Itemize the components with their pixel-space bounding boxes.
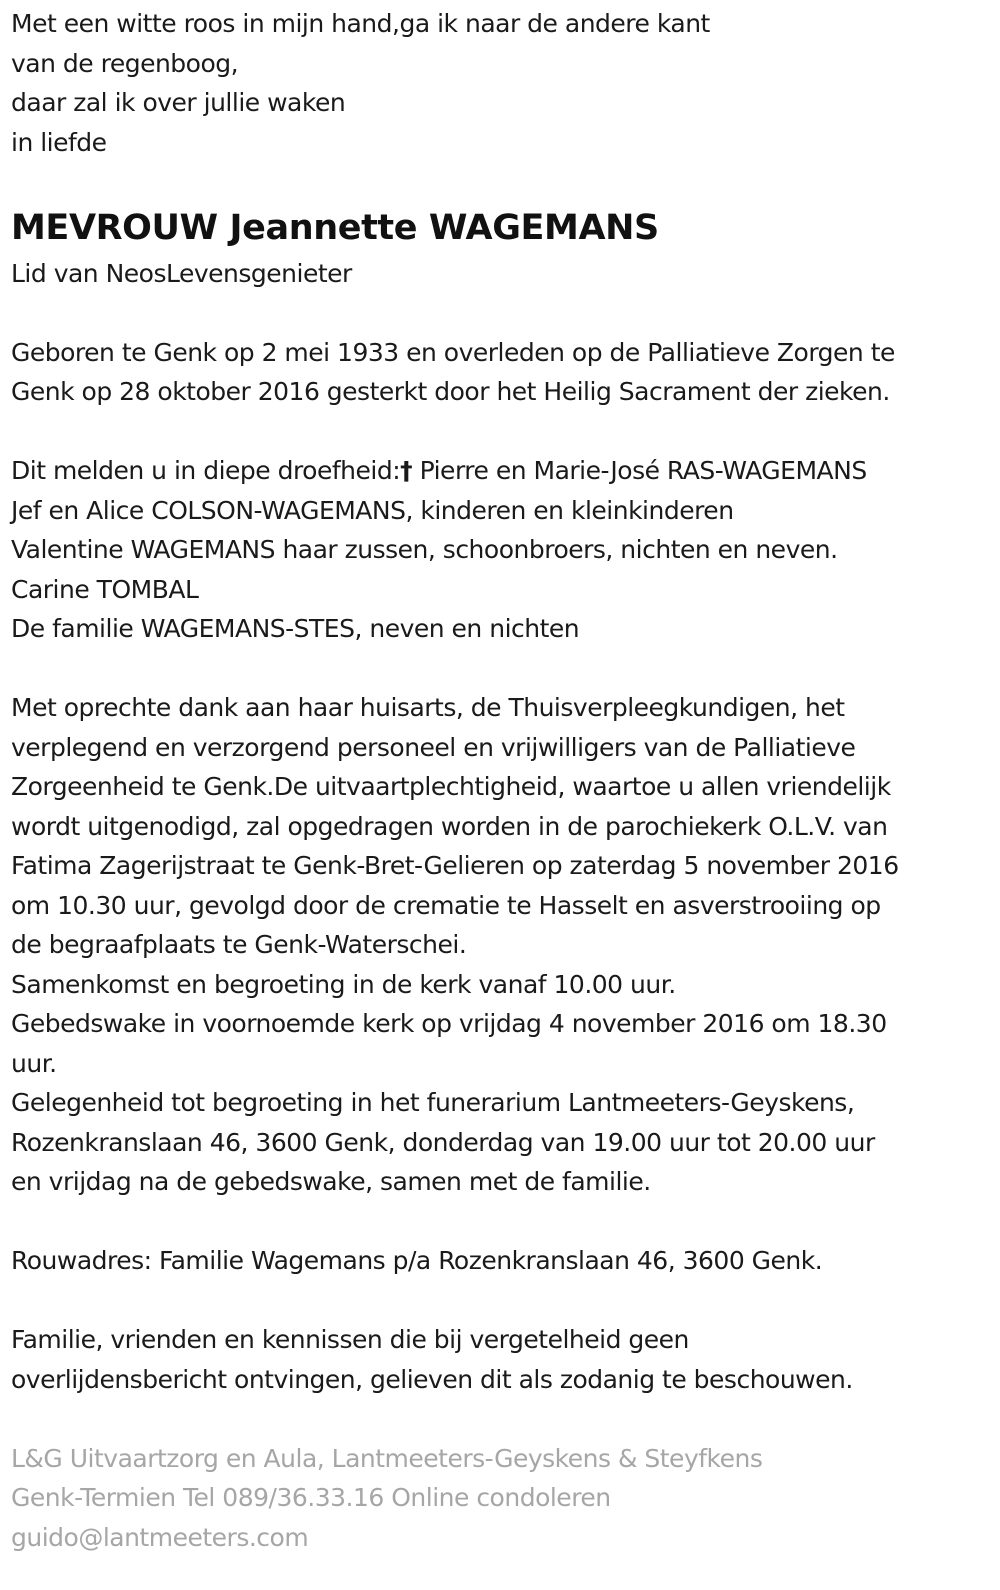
- deceased-subtitle: Lid van NeosLevensgenieter: [11, 258, 352, 288]
- ceremony-line: Samenkomst en begroeting in de kerk vanaf 10.00 uur.: [11, 969, 676, 999]
- poem-line: daar zal ik over jullie waken: [11, 88, 346, 117]
- ceremony-line: Fatima Zagerijstraat te Genk-Bret-Gelieren op zaterdag 5 november 2016: [11, 851, 899, 880]
- family-line: Valentine WAGEMANS haar zussen, schoonbroers, nichten en neven.: [11, 535, 838, 564]
- ceremony-line: Gelegenheid tot begroeting in het funerarium Lantmeeters-Geyskens,: [11, 1088, 855, 1117]
- spacer: [11, 1399, 991, 1439]
- spacer: [11, 293, 991, 333]
- spacer: [11, 649, 991, 689]
- ceremony-line: Rozenkranslaan 46, 3600 Genk, donderdag van 19.00 uur tot 20.00 uur: [11, 1127, 875, 1157]
- mourning-address: Rouwadres: Familie Wagemans p/a Rozenkranslaan 46, 3600 Genk.: [11, 1246, 823, 1275]
- family-block: [11, 451, 991, 649]
- family-line: Carine TOMBAL: [11, 574, 199, 604]
- birth-death-line: Genk op 28 oktober 2016 gesterkt door het Heilig Sacrament der zieken.: [11, 377, 890, 406]
- spacer: [11, 1202, 991, 1242]
- ceremony-line: Met oprechte dank aan haar huisarts, de Thuisverpleegkundigen, het: [11, 693, 845, 722]
- spacer: [11, 412, 991, 452]
- notice-line: overlijdensbericht ontvingen, gelieven dit als zodanig te beschouwen.: [11, 1364, 853, 1394]
- address-block: [11, 1241, 991, 1281]
- ceremony-block: [11, 688, 991, 1202]
- spacer: [11, 162, 991, 202]
- poem-block: [11, 4, 991, 162]
- spacer: [11, 1281, 991, 1321]
- deceased-header: [11, 202, 991, 294]
- ceremony-line: wordt uitgenodigd, zal opgedragen worden in de parochiekerk O.L.V. van: [11, 811, 888, 841]
- birth-death-line: Geboren te Genk op 2 mei 1933 en overleden op de Palliatieve Zorgen te: [11, 337, 895, 367]
- ceremony-line: Zorgeenheid te Genk.De uitvaartplechtigheid, waartoe u allen vriendelijk: [11, 772, 891, 801]
- deceased-name: MEVROUW Jeannette WAGEMANS: [11, 207, 659, 248]
- family-line: [11, 451, 991, 491]
- footer-line: L&G Uitvaartzorg en Aula, Lantmeeters-Geyskens & Steyfkens: [11, 1443, 763, 1473]
- birth-death-block: [11, 333, 991, 412]
- footer-line: Genk-Termien Tel 089/36.33.16 Online condoleren: [11, 1483, 611, 1512]
- poem-line: Met een witte roos in mijn hand,ga ik naar de andere kant: [11, 9, 710, 38]
- family-intro: Dit melden u in diepe droefheid:: [11, 456, 401, 485]
- notice-line: Familie, vrienden en kennissen die bij vergetelheid geen: [11, 1325, 689, 1354]
- ceremony-line: verplegend en verzorgend personeel en vrijwilligers van de Palliatieve: [11, 732, 856, 762]
- cross-icon: †: [400, 456, 413, 485]
- footer-block: [11, 1439, 991, 1558]
- family-line: De familie WAGEMANS-STES, neven en nichten: [11, 614, 580, 643]
- poem-line: in liefde: [11, 127, 107, 157]
- ceremony-line: Gebedswake in voornoemde kerk op vrijdag 4 november 2016 om 18.30: [11, 1009, 887, 1038]
- family-line: Jef en Alice COLSON-WAGEMANS, kinderen en kleinkinderen: [11, 495, 734, 525]
- obituary-document: [11, 4, 991, 1557]
- footer-email: guido@lantmeeters.com: [11, 1522, 309, 1552]
- ceremony-line: uur.: [11, 1048, 57, 1078]
- poem-line: van de regenboog,: [11, 48, 239, 78]
- ceremony-line: om 10.30 uur, gevolgd door de crematie te Hasselt en asverstrooiing op: [11, 890, 881, 920]
- ceremony-line: de begraafplaats te Genk-Waterschei.: [11, 930, 467, 959]
- family-first-rest: Pierre en Marie-José RAS-WAGEMANS: [412, 456, 867, 485]
- ceremony-line: en vrijdag na de gebedswake, samen met de familie.: [11, 1167, 651, 1196]
- notice-block: [11, 1320, 991, 1399]
